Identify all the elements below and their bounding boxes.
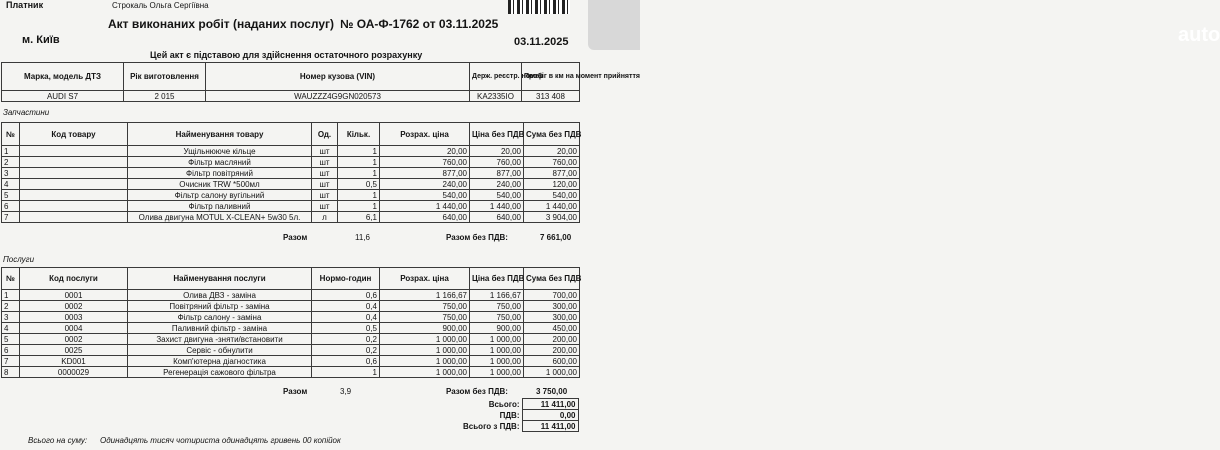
services-row-cell: 0025: [20, 345, 128, 356]
parts-row-cell: 20,00: [470, 146, 524, 157]
services-header-cell: Розрах. ціна: [380, 268, 470, 290]
parts-row-cell: л: [312, 212, 338, 223]
services-row-cell: Комп'ютерна діагностика: [128, 356, 312, 367]
parts-row-cell: Фільтр повітряний: [128, 168, 312, 179]
services-row-cell: 0,6: [312, 356, 380, 367]
parts-header-cell: Кільк.: [338, 123, 380, 146]
parts-row-cell: 7: [2, 212, 20, 223]
services-row-cell: 1 000,00: [380, 345, 470, 356]
services-row-cell: 1: [2, 290, 20, 301]
services-row-cell: 1 000,00: [524, 367, 580, 378]
services-row-cell: 0,4: [312, 312, 380, 323]
parts-table: [1, 122, 580, 223]
parts-header-cell: №: [2, 123, 20, 146]
vehicle-header-cell: Пробіг в км на момент прийняття: [522, 63, 580, 91]
services-row-cell: 1 000,00: [380, 367, 470, 378]
services-total-hours: 3,9: [340, 387, 352, 396]
parts-row-cell: 1: [338, 201, 380, 212]
services-row-cell: 0000029: [20, 367, 128, 378]
payer-label: Платник: [6, 0, 44, 10]
parts-row-cell: 20,00: [524, 146, 580, 157]
parts-row: [2, 146, 580, 157]
services-row-cell: 0,4: [312, 301, 380, 312]
parts-row-cell: Олива двигуна MOTUL X-CLEAN+ 5w30 5л.: [128, 212, 312, 223]
parts-row-cell: шт: [312, 157, 338, 168]
sum-in-words: Одинадцять тисяч чотириста одинадцять гривень 00 копійок: [100, 436, 341, 445]
parts-row-cell: 877,00: [524, 168, 580, 179]
parts-row-cell: Фільтр салону вугільний: [128, 190, 312, 201]
parts-row-cell: 877,00: [380, 168, 470, 179]
vehicle-plate: KA2335IO: [470, 91, 522, 102]
parts-row-cell: Очисник TRW *500мл: [128, 179, 312, 190]
parts-row-cell: шт: [312, 168, 338, 179]
summary-total: 11 411,00: [522, 399, 578, 410]
parts-row-cell: 1 440,00: [380, 201, 470, 212]
parts-row-cell: [20, 190, 128, 201]
parts-row-cell: 0,5: [338, 179, 380, 190]
services-row-cell: 1 166,67: [470, 290, 524, 301]
services-row-cell: 200,00: [524, 345, 580, 356]
services-row-cell: KD001: [20, 356, 128, 367]
services-row-cell: 0002: [20, 301, 128, 312]
services-header-cell: Найменування послуги: [128, 268, 312, 290]
summary-row: [460, 410, 578, 421]
services-row-cell: 4: [2, 323, 20, 334]
services-total-novat: 3 750,00: [536, 387, 568, 396]
vehicle-mileage: 313 408: [522, 91, 580, 102]
services-row-cell: 750,00: [380, 301, 470, 312]
parts-row-cell: 540,00: [470, 190, 524, 201]
qr-code: [508, 0, 570, 14]
parts-row: [2, 157, 580, 168]
parts-row-cell: [20, 168, 128, 179]
services-row-cell: Олива ДВЗ - заміна: [128, 290, 312, 301]
parts-row-cell: 240,00: [380, 179, 470, 190]
services-table: [1, 267, 580, 378]
services-row-cell: 1 000,00: [470, 356, 524, 367]
parts-row-cell: 120,00: [524, 179, 580, 190]
summary-total-vat-label: Всього з ПДВ:: [463, 421, 520, 431]
parts-total-novat: 7 661,00: [540, 233, 572, 242]
parts-row-cell: 1: [2, 146, 20, 157]
parts-row-cell: Фільтр масляний: [128, 157, 312, 168]
services-row: [2, 356, 580, 367]
parts-row-cell: 3 904,00: [524, 212, 580, 223]
parts-row-cell: 1 440,00: [524, 201, 580, 212]
parts-row-cell: Фільтр паливний: [128, 201, 312, 212]
vehicle-header-cell: Рік виготовлення: [124, 63, 206, 91]
parts-row-cell: 3: [2, 168, 20, 179]
parts-row-cell: шт: [312, 190, 338, 201]
services-section-title: Послуги: [3, 255, 35, 264]
services-header-cell: Ціна без ПДВ: [470, 268, 524, 290]
vehicle-vin: WAUZZZ4G9GN020573: [206, 91, 470, 102]
services-row: [2, 367, 580, 378]
parts-section-title: Запчастини: [3, 108, 50, 117]
services-row-cell: Паливний фільтр - заміна: [128, 323, 312, 334]
services-row-cell: 0004: [20, 323, 128, 334]
parts-row-cell: 1: [338, 190, 380, 201]
parts-row-cell: 877,00: [470, 168, 524, 179]
parts-row-cell: 640,00: [380, 212, 470, 223]
services-row-cell: 1 000,00: [470, 367, 524, 378]
services-row-cell: 450,00: [524, 323, 580, 334]
parts-row-cell: [20, 201, 128, 212]
watermark-badge: [588, 0, 1220, 50]
services-row-cell: Сервіс - обнулити: [128, 345, 312, 356]
services-row-cell: 5: [2, 334, 20, 345]
act-number: № ОА-Ф-1762 от 03.11.2025: [340, 17, 499, 31]
parts-row-cell: 6: [2, 201, 20, 212]
services-row-cell: 8: [2, 367, 20, 378]
parts-row-cell: шт: [312, 179, 338, 190]
parts-row-cell: 760,00: [524, 157, 580, 168]
services-row-cell: 3: [2, 312, 20, 323]
basis-text: Цей акт є підставою для здійснення остаточного розрахунку: [150, 50, 423, 60]
services-row-cell: 600,00: [524, 356, 580, 367]
services-total-label: Разом: [283, 387, 308, 396]
vehicle-table: [1, 62, 640, 102]
act-title: Акт виконаних робіт (наданих послуг): [108, 17, 335, 31]
services-header-cell: Нормо-годин: [312, 268, 380, 290]
services-row-cell: 1 000,00: [470, 345, 524, 356]
parts-row-cell: 240,00: [470, 179, 524, 190]
services-header-row: [2, 268, 580, 290]
vehicle-year: 2 015: [124, 91, 206, 102]
parts-header-cell: Сума без ПДВ: [524, 123, 580, 146]
vehicle-header-cell: Держ. реєстр. номер: [470, 63, 522, 91]
parts-row-cell: Ущільнююче кільце: [128, 146, 312, 157]
services-row: [2, 290, 580, 301]
services-row-cell: 300,00: [524, 312, 580, 323]
services-header-cell: Код послуги: [20, 268, 128, 290]
services-row-cell: 750,00: [470, 301, 524, 312]
services-row-cell: Регенерація сажового фільтра: [128, 367, 312, 378]
parts-row-cell: 5: [2, 190, 20, 201]
parts-row: [2, 179, 580, 190]
parts-row-cell: 540,00: [380, 190, 470, 201]
summary-total-label: Всього:: [488, 399, 520, 409]
services-row-cell: 0001: [20, 290, 128, 301]
parts-row: [2, 201, 580, 212]
parts-row-cell: 6,1: [338, 212, 380, 223]
vehicle-header-cell: Марка, модель ДТЗ: [2, 63, 124, 91]
parts-row: [2, 212, 580, 223]
services-row-cell: 1 000,00: [380, 356, 470, 367]
parts-row-cell: 540,00: [524, 190, 580, 201]
services-row: [2, 301, 580, 312]
services-row: [2, 345, 580, 356]
parts-total-novat-label: Разом без ПДВ:: [446, 233, 508, 242]
services-row-cell: Захист двигуна -зняти/встановити: [128, 334, 312, 345]
parts-header-cell: Розрах. ціна: [380, 123, 470, 146]
parts-row-cell: 1: [338, 168, 380, 179]
vehicle-make-model: AUDI S7: [2, 91, 124, 102]
parts-row: [2, 190, 580, 201]
parts-row-cell: 1 440,00: [470, 201, 524, 212]
parts-total-qty: 11,6: [355, 233, 370, 242]
parts-row-cell: шт: [312, 146, 338, 157]
parts-header-cell: Найменування товару: [128, 123, 312, 146]
services-row-cell: 2: [2, 301, 20, 312]
services-header-cell: №: [2, 268, 20, 290]
vehicle-header-row: [2, 63, 580, 91]
parts-row-cell: шт: [312, 201, 338, 212]
services-row-cell: 750,00: [470, 312, 524, 323]
parts-header-cell: Од.: [312, 123, 338, 146]
city: м. Київ: [22, 34, 60, 46]
summary-total-vat: 11 411,00: [522, 421, 578, 432]
vehicle-header-cell: Номер кузова (VIN): [206, 63, 470, 91]
summary-row: [460, 399, 578, 410]
services-row-cell: 200,00: [524, 334, 580, 345]
services-header-cell: Сума без ПДВ: [524, 268, 580, 290]
services-row-cell: 1 000,00: [380, 334, 470, 345]
services-row-cell: 0,2: [312, 334, 380, 345]
payer-name: Строкаль Ольга Сергіївна: [112, 1, 209, 10]
services-row-cell: 0002: [20, 334, 128, 345]
parts-row-cell: 760,00: [470, 157, 524, 168]
parts-header-cell: Код товару: [20, 123, 128, 146]
parts-row-cell: 2: [2, 157, 20, 168]
services-row-cell: 7: [2, 356, 20, 367]
parts-row-cell: [20, 212, 128, 223]
services-row-cell: Повітряний фільтр - заміна: [128, 301, 312, 312]
parts-row-cell: 20,00: [380, 146, 470, 157]
services-row-cell: Фільтр салону - заміна: [128, 312, 312, 323]
services-row-cell: 6: [2, 345, 20, 356]
services-row-cell: 900,00: [470, 323, 524, 334]
summary-vat-label: ПДВ:: [499, 410, 520, 420]
act-date: 03.11.2025: [514, 36, 569, 48]
services-row-cell: 0,6: [312, 290, 380, 301]
parts-row-cell: 640,00: [470, 212, 524, 223]
summary-vat: 0,00: [522, 410, 578, 421]
services-row-cell: 900,00: [380, 323, 470, 334]
summary-table: [460, 398, 579, 432]
services-total-novat-label: Разом без ПДВ:: [446, 387, 508, 396]
sum-label: Всього на суму:: [28, 436, 88, 445]
parts-row: [2, 168, 580, 179]
services-row-cell: 750,00: [380, 312, 470, 323]
services-row-cell: 1 166,67: [380, 290, 470, 301]
services-row-cell: 0,5: [312, 323, 380, 334]
parts-row-cell: 1: [338, 146, 380, 157]
services-row-cell: 1: [312, 367, 380, 378]
services-row-cell: 1 000,00: [470, 334, 524, 345]
services-row-cell: 0,2: [312, 345, 380, 356]
watermark-logo: auto: [1178, 24, 1220, 46]
parts-row-cell: 1: [338, 157, 380, 168]
services-row: [2, 323, 580, 334]
vehicle-value-row: [2, 91, 580, 102]
parts-total-label: Разом: [283, 233, 308, 242]
parts-row-cell: 760,00: [380, 157, 470, 168]
services-row-cell: 0003: [20, 312, 128, 323]
services-row-cell: 300,00: [524, 301, 580, 312]
parts-row-cell: [20, 157, 128, 168]
parts-header-row: [2, 123, 580, 146]
parts-row-cell: [20, 179, 128, 190]
services-row: [2, 312, 580, 323]
summary-row: [460, 421, 578, 432]
parts-row-cell: 4: [2, 179, 20, 190]
services-row: [2, 334, 580, 345]
parts-row-cell: [20, 146, 128, 157]
parts-header-cell: Ціна без ПДВ: [470, 123, 524, 146]
services-row-cell: 700,00: [524, 290, 580, 301]
